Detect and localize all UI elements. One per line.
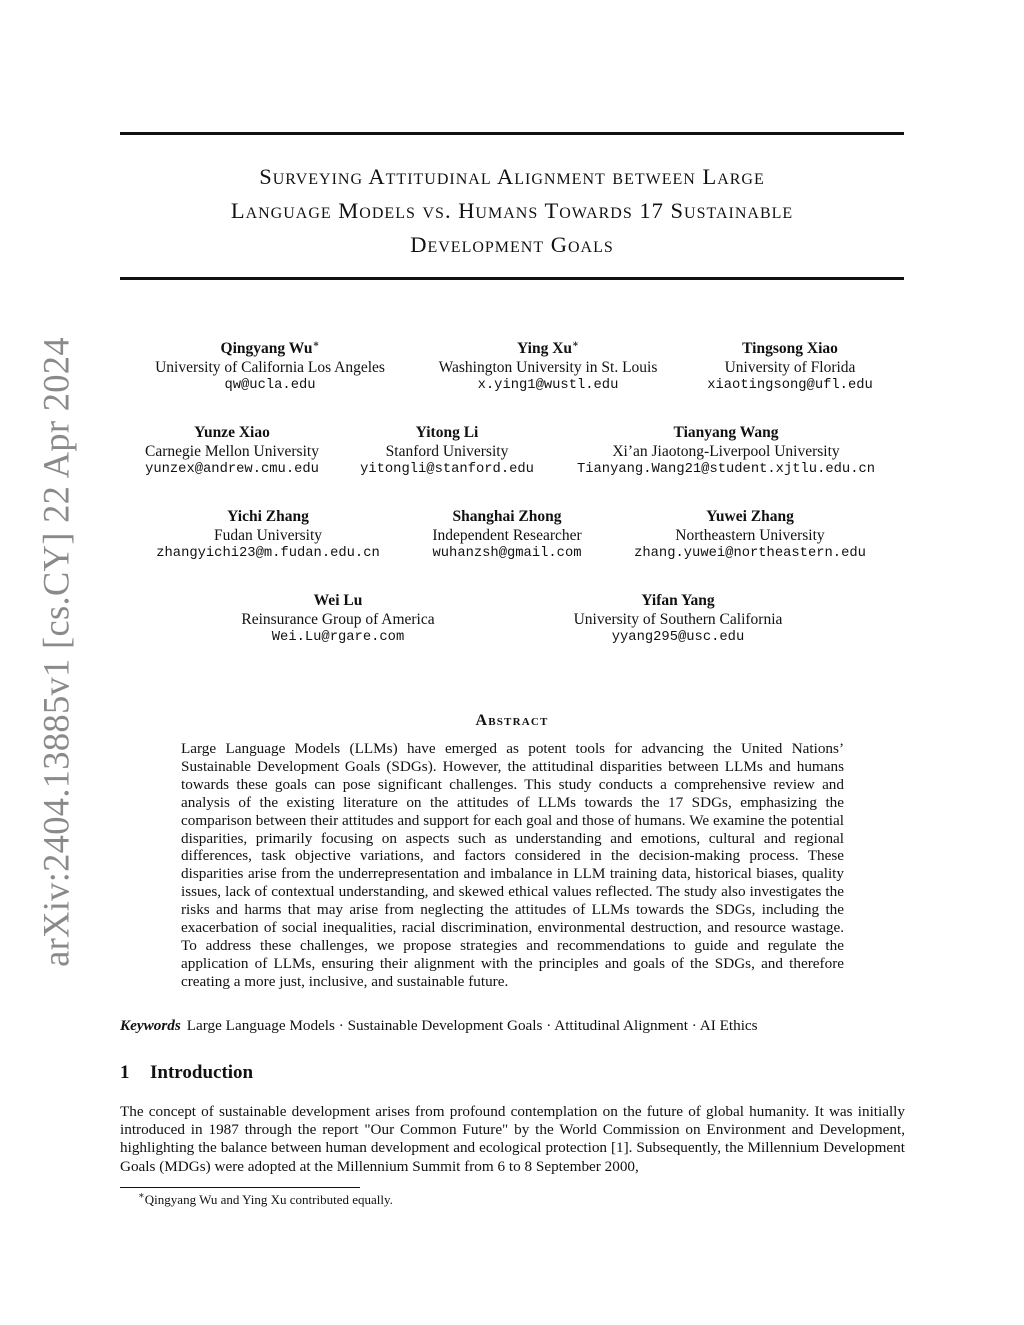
author-affiliation: University of California Los Angeles — [155, 358, 385, 376]
author-affiliation: Washington University in St. Louis — [438, 358, 658, 376]
author-affiliation: Northeastern University — [675, 526, 825, 544]
author-email[interactable]: qw@ucla.edu — [224, 378, 316, 393]
footnote-rule — [120, 1187, 360, 1188]
author-name: Tingsong Xiao — [742, 340, 838, 357]
arxiv-identifier-stamp: arXiv:2404.13885v1 [cs.CY] 22 Apr 2024 — [35, 337, 77, 967]
author-block — [707, 340, 873, 396]
footnote-mark: ∗ — [138, 1190, 145, 1202]
equal-contribution-mark: ∗ — [312, 338, 320, 350]
author-email[interactable]: Wei.Lu@rgare.com — [271, 630, 405, 645]
title-line-2: Language Models vs. Humans Towards 17 Sustainable — [230, 198, 794, 223]
author-block — [155, 340, 385, 396]
author-block — [156, 508, 380, 564]
title-rule-top — [120, 132, 904, 135]
author-block — [574, 592, 783, 648]
abstract-heading: Abstract — [475, 712, 549, 729]
author-affiliation: Stanford University — [385, 442, 509, 460]
author-name: Yifan Yang — [641, 592, 715, 609]
author-email[interactable]: xiaotingsong@ufl.edu — [707, 378, 873, 393]
author-block — [145, 424, 319, 480]
keywords-text: Large Language Models · Sustainable Development Goals · Attitudinal Alignment · AI Ethics — [186, 1017, 758, 1034]
author-name: Wei Lu — [313, 592, 363, 609]
abstract-text: Large Language Models (LLMs) have emerged as potent tools for advancing the United Nations’ Sustainable Development Goals (SDGs). However, the attitudinal disparities between LLMs and humans towards these goals can pose significant challenges. This study conducts a comprehensive review and analysis of the existing literature on the attitudes of LLMs towards the 17 SDGs, emphasizing the comparison between their attitudes and support for each goal and those of humans. We examine the potential disparities, primarily focusing on aspects such as understanding and emotions, cultural and regional differences, task objective variations, and factors considered in the decision-making process. These disparities arise from the underrepresentation and imbalance in LLM training data, historical biases, quality issues, lack of contextual understanding, and skewed ethical values reflected. The study also investigates the risks and harms that may arise from neglecting the attitudes of LLMs towards the SDGs, including the exacerbation of social inequalities, racial discrimination, environmental destruction, and resource wastage. To address these challenges, we propose strategies and recommendations to guide and regulate the application of LLMs, ensuring their alignment with the principles and goals of the SDGs, and therefore creating a more just, inclusive, and sustainable future. — [181, 740, 844, 990]
author-affiliation: University of Florida — [724, 358, 856, 376]
author-affiliation: Reinsurance Group of America — [241, 610, 435, 628]
author-email[interactable]: zhangyichi23@m.fudan.edu.cn — [156, 546, 380, 561]
author-name: Tianyang Wang — [673, 424, 779, 441]
author-block — [439, 340, 658, 396]
author-name: Shanghai Zhong — [452, 508, 562, 525]
author-block — [241, 592, 434, 648]
author-affiliation: Fudan University — [213, 526, 323, 544]
section-number: 1 — [120, 1062, 130, 1083]
author-email[interactable]: wuhanzsh@gmail.com — [432, 546, 582, 561]
author-email[interactable]: yunzex@andrew.cmu.edu — [145, 462, 319, 477]
author-affiliation: Carnegie Mellon University — [145, 442, 319, 460]
author-affiliation: University of Southern California — [573, 610, 783, 628]
section-heading — [120, 1062, 253, 1084]
author-affiliation: Independent Researcher — [432, 526, 582, 544]
equal-contribution-mark: ∗ — [572, 338, 579, 350]
introduction-paragraph: The concept of sustainable development arises from profound contemplation on the future of global humanity. It was initially introduced in 1987 through the report "Our Common Future" by the World Commission on Environment and Development, highlighting the balance between human development and ecological protection [1]. Subsequently, the Millennium Development Goals (MDGs) were adopted at the Millennium Summit from 6 to 8 September 2000, — [120, 1103, 905, 1175]
title-line-1: Surveying Attitudinal Alignment between Large — [259, 164, 765, 189]
footnote-text: Qingyang Wu and Ying Xu contributed equally. — [144, 1192, 393, 1207]
author-email[interactable]: yyang295@usc.edu — [611, 630, 745, 645]
author-email[interactable]: x.ying1@wustl.edu — [477, 378, 619, 393]
title-rule-bottom — [120, 277, 904, 280]
author-email[interactable]: yitongli@stanford.edu — [360, 462, 534, 477]
paper-title — [110, 160, 914, 262]
author-name: Qingyang Wu — [220, 340, 313, 357]
author-block — [360, 424, 534, 480]
author-email[interactable]: zhang.yuwei@northeastern.edu — [634, 546, 866, 561]
author-name: Yichi Zhang — [227, 508, 309, 525]
author-name: Yunze Xiao — [194, 424, 270, 441]
author-block — [634, 508, 866, 564]
author-email[interactable]: Tianyang.Wang21@student.xjtlu.edu.cn — [576, 462, 876, 477]
author-block — [432, 508, 581, 564]
footnote — [138, 1192, 393, 1208]
author-affiliation: Xi’an Jiaotong-Liverpool University — [612, 442, 840, 460]
author-name: Yuwei Zhang — [706, 508, 794, 525]
author-name: Ying Xu — [517, 340, 573, 357]
author-block — [577, 424, 875, 480]
author-name: Yitong Li — [415, 424, 479, 441]
keywords-label: Keywords — [120, 1017, 181, 1034]
keywords-line — [120, 1017, 904, 1035]
section-title: Introduction — [150, 1062, 254, 1083]
title-line-3: Development Goals — [410, 232, 614, 257]
